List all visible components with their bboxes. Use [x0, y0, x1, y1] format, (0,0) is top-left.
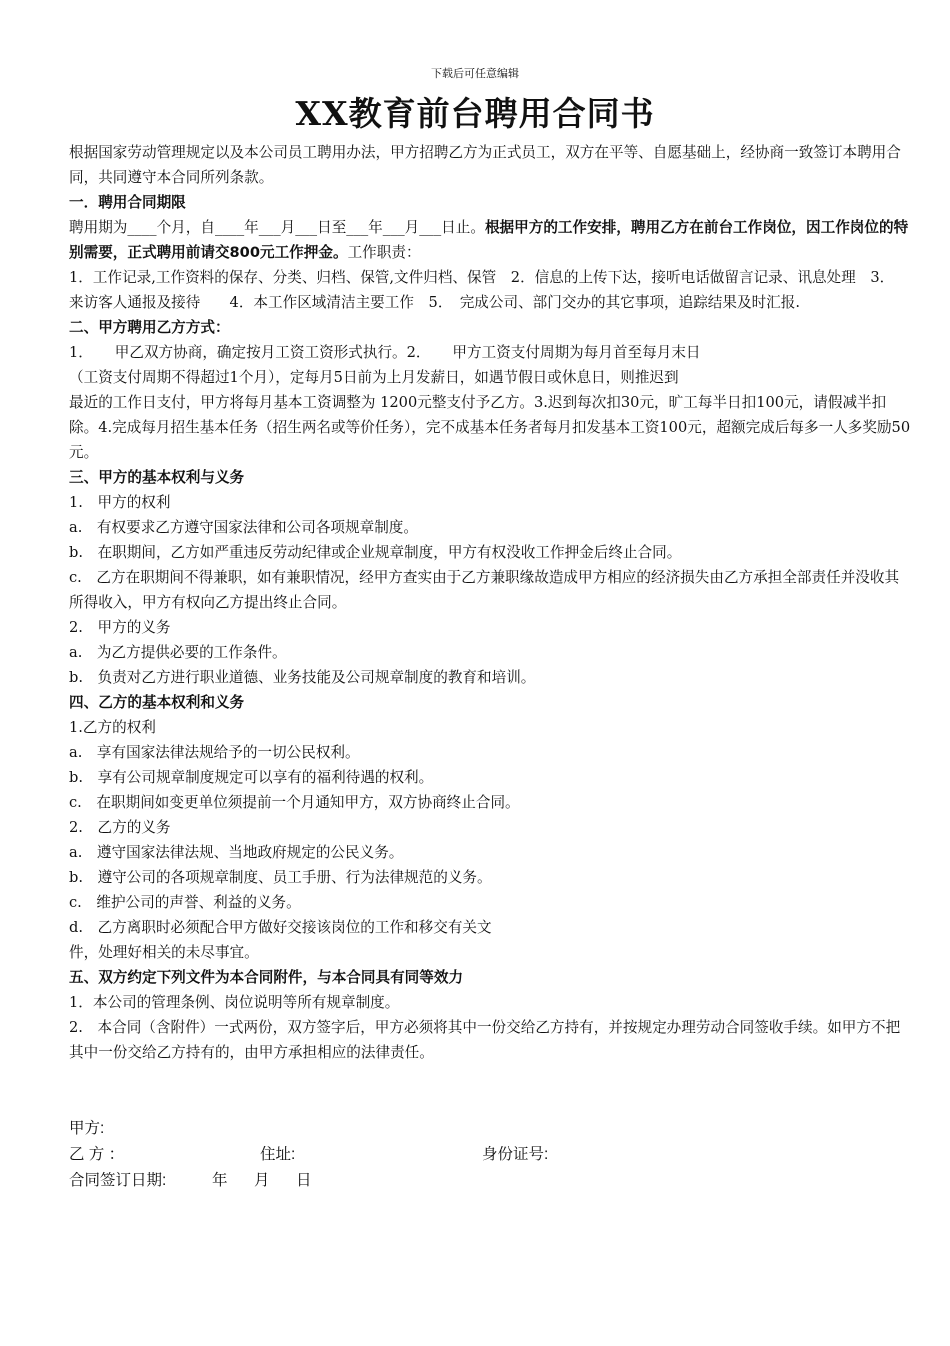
section3-right-item: b. 在职期间，乙方如严重违反劳动纪律或企业规章制度，甲方有权没收工作押金后终止合同。 — [69, 544, 682, 561]
party-b-row — [69, 1142, 911, 1168]
section3-right-item: a. 有权要求乙方遵守国家法律和公司各项规章制度。 — [69, 519, 418, 536]
section4-right-item: a. 享有国家法律法规给予的一切公民权利。 — [69, 744, 360, 761]
section5-heading: 五、双方约定下列文件为本合同附件，与本合同具有同等效力 — [69, 969, 464, 986]
party-a-row — [69, 1116, 911, 1142]
date-month-label: 月 — [254, 1172, 270, 1189]
section5-item: 2. 本合同（含附件）一式两份，双方签字后，甲方必须将其中一份交给乙方持有，并按规定办理劳动合同签收手续。如甲方不把其中一份交给乙方持有的，由甲方承担相应的法律责任。 — [69, 1019, 901, 1061]
section2-heading: 二、甲方聘用乙方方式： — [69, 319, 230, 336]
section2-line3: 最近的工作日支付，甲方将每月基本工资调整为 1200元整支付予乙方。3.迟到每次扣30元，旷工每半日扣100元，请假减半扣除。4.完成每月招生基本任务（招生两名或等价任务），完不成基本任务者每月扣发基本工资100元，超额完成后每多一人多奖励50元。 — [69, 394, 911, 461]
header-note: 下载后可任意编辑 — [431, 67, 519, 80]
section3-rights-title: 1. 甲方的权利 — [69, 494, 171, 511]
date-label: 合同签订日期: — [69, 1172, 167, 1189]
section1-duties: 1．工作记录,工作资料的保存、分类、归档、保管,文件归档、保管 2．信息的上传下达，接听电话做留言记录、讯息处理 3． 来访客人通报及接待 4．本工作区域清洁主要工作 5． 完成公司、部门交办的其它事项，追踪结果及时汇报. — [69, 269, 902, 311]
term-tail-text: 工作职责： — [347, 244, 421, 261]
term-plain-text: 聘用期为____个月，自____年___月___日至___年___月___日止。 — [69, 219, 485, 236]
section3-duty-item: b. 负责对乙方进行职业道德、业务技能及公司规章制度的教育和培训。 — [69, 669, 536, 686]
section4-duty-item: 件，处理好相关的未尽事宜。 — [69, 944, 259, 961]
signature-block — [69, 1116, 911, 1194]
section4-rights-title: 1.乙方的权利 — [69, 719, 156, 736]
address-label: 住址: — [260, 1146, 296, 1163]
section4-duty-item: c. 维护公司的声誉、利益的义务。 — [69, 894, 301, 911]
date-row — [69, 1168, 911, 1194]
section2-line1: 1． 甲乙双方协商，确定按月工资工资形式执行。2． 甲方工资支付周期为每月首至每月末日 — [69, 344, 701, 361]
section4-duty-item: d. 乙方离职时必须配合甲方做好交接该岗位的工作和移交有关文 — [69, 919, 492, 936]
document-title: XX教育前台聘用合同书 — [295, 94, 655, 133]
section4-heading: 四、乙方的基本权利和义务 — [69, 694, 245, 711]
section3-heading: 三、甲方的基本权利与义务 — [69, 469, 245, 486]
term-bold-text: 根据甲方的工作安排，聘用乙方在前台工作岗位，因工作岗位的特别需要，正式聘用前请交800元工作押金。 — [69, 219, 909, 261]
date-year-label: 年 — [212, 1172, 228, 1189]
section4-duties-title: 2. 乙方的义务 — [69, 819, 171, 836]
contract-body — [69, 140, 911, 1065]
section1-heading: 一．聘用合同期限 — [69, 194, 186, 211]
party-b-label: 乙 方 ： — [69, 1146, 125, 1163]
section2-line2: （工资支付周期不得超过1个月），定每月5日前为上月发薪日，如遇节假日或休息日，则推迟到 — [69, 369, 679, 386]
intro-paragraph: 根据国家劳动管理规定以及本公司员工聘用办法，甲方招聘乙方为正式员工，双方在平等、自愿基础上，经协商一致签订本聘用合同，共同遵守本合同所列条款。 — [69, 144, 901, 186]
section3-duty-item: a. 为乙方提供必要的工作条件。 — [69, 644, 287, 661]
id-number-label: 身份证号: — [482, 1146, 549, 1163]
party-a-label: 甲方: — [69, 1120, 105, 1137]
section4-right-item: c. 在职期间如变更单位须提前一个月通知甲方，双方协商终止合同。 — [69, 794, 520, 811]
section4-right-item: b. 享有公司规章制度规定可以享有的福利待遇的权利。 — [69, 769, 434, 786]
section3-duties-title: 2. 甲方的义务 — [69, 619, 171, 636]
section5-item: 1．本公司的管理条例、岗位说明等所有规章制度。 — [69, 994, 400, 1011]
section4-duty-item: a. 遵守国家法律法规、当地政府规定的公民义务。 — [69, 844, 404, 861]
section1-term-paragraph — [69, 215, 911, 265]
section4-duty-item: b. 遵守公司的各项规章制度、员工手册、行为法律规范的义务。 — [69, 869, 492, 886]
date-day-label: 日 — [296, 1172, 312, 1189]
section3-right-item: c. 乙方在职期间不得兼职，如有兼职情况，经甲方查实由于乙方兼职缘故造成甲方相应的经济损失由乙方承担全部责任并没收其所得收入，甲方有权向乙方提出终止合同。 — [69, 569, 900, 611]
